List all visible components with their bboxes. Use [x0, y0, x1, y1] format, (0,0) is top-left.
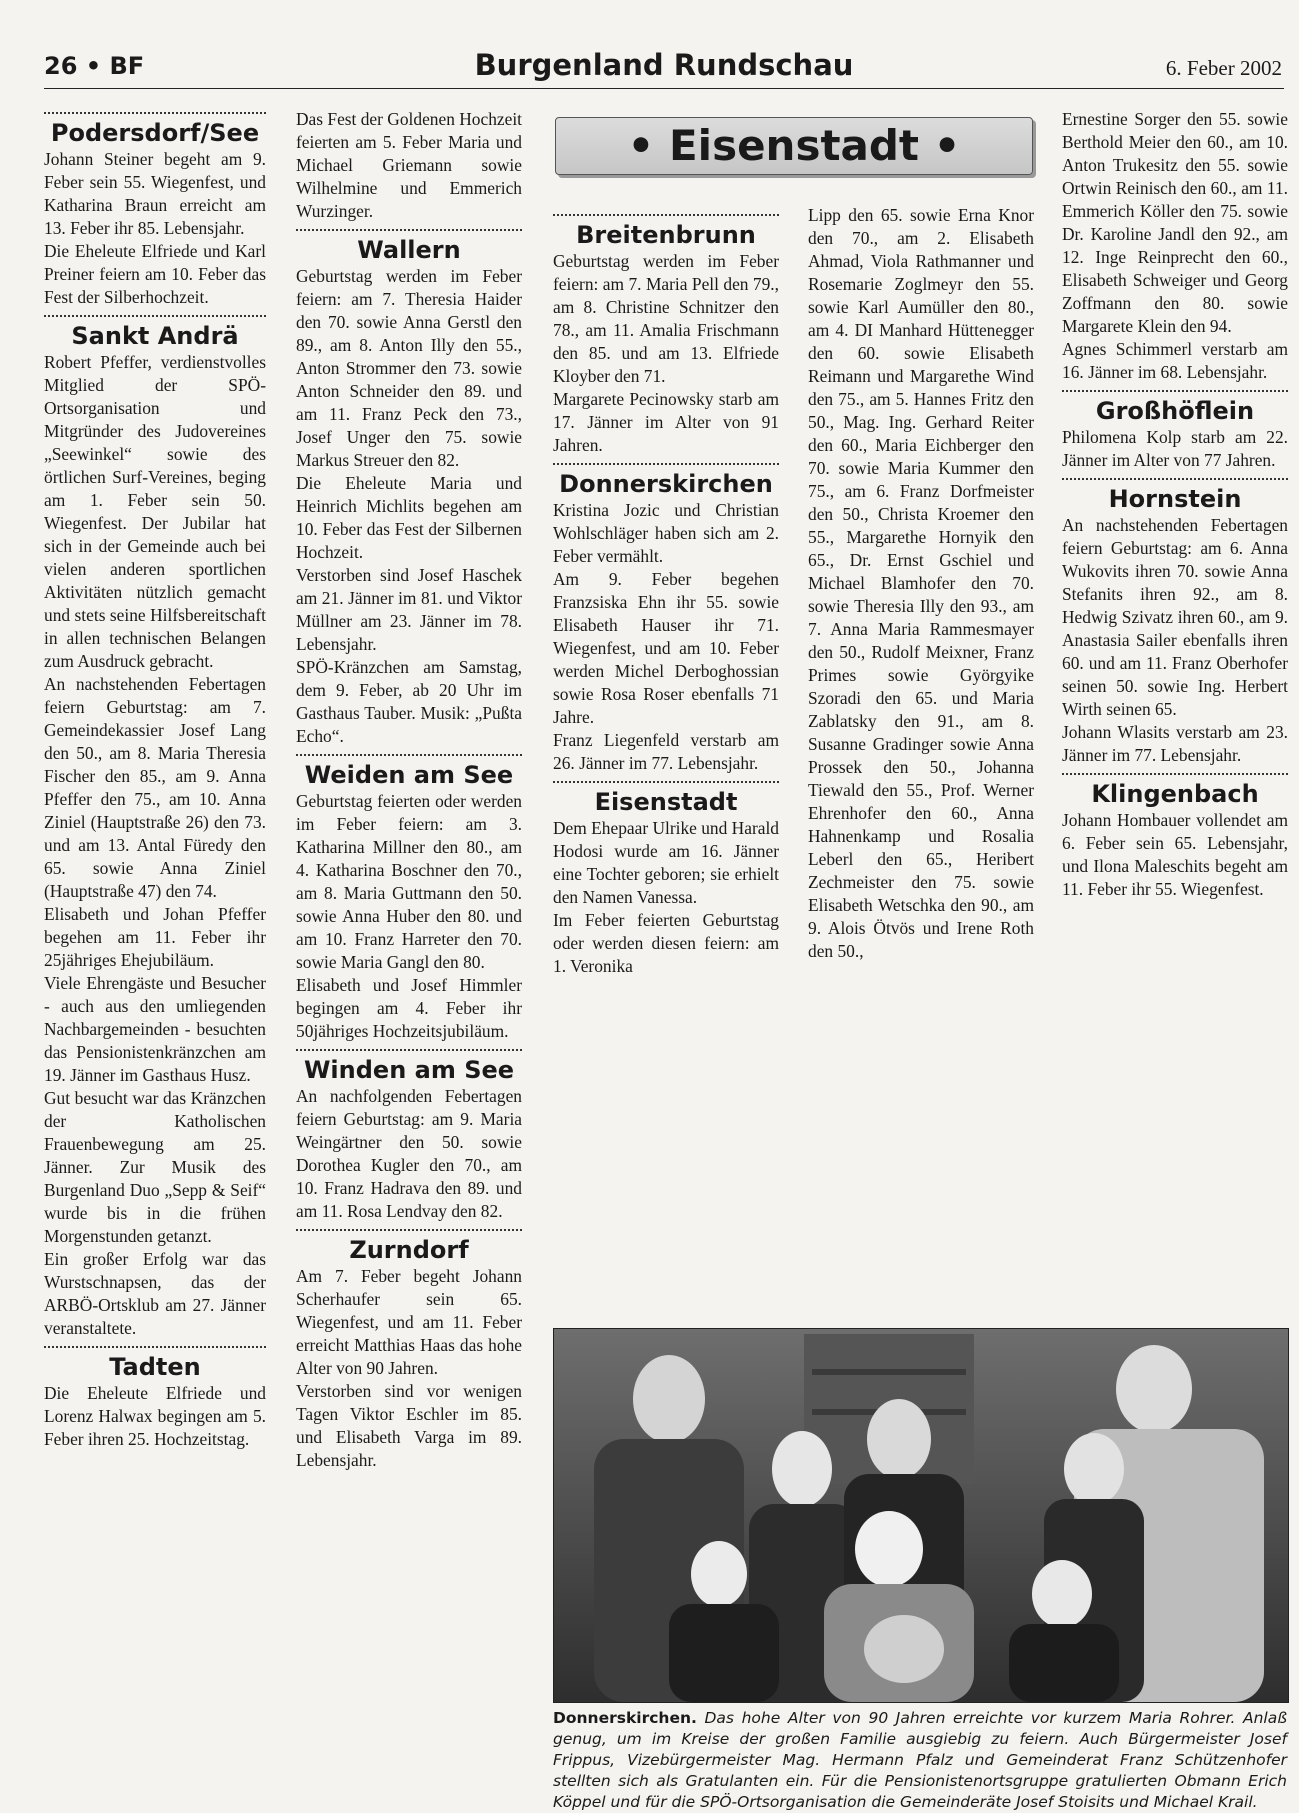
article-paragraph: An nachstehenden Febertagen feiern Geburtstag: am 6. Anna Wukovits ihren 70. sowie Anna Stefanits ihren 92., am 8. Hedwig Szivatz ihren 60., am 9. Anastasia Sailer ebenfalls ihren 60. und am 11. Franz Oberhofer seinen 50. sowie Ing. Herbert Wirth seinen 65. [1062, 515, 1288, 719]
article-paragraph: Ein großer Erfolg war das Wurstschnapsen, das der ARBÖ-Ortsklub am 27. Jänner veranstaltete. [44, 1249, 266, 1338]
article-paragraph: Am 9. Feber begehen Franzsiska Ehn ihr 55. sowie Elisabeth Hauser ihr 71. Wiegenfest, und am 10. Feber werden Michel Derboghossian sowie Rosa Roser ebenfalls 71 Jahre. [553, 569, 779, 727]
column-2 [296, 108, 522, 1472]
article-paragraph: Franz Liegenfeld verstarb am 26. Jänner im 77. Lebensjahr. [553, 730, 779, 773]
article [296, 754, 522, 1043]
dotted-divider [296, 229, 522, 231]
article [553, 781, 779, 978]
article [808, 204, 1034, 963]
article [1062, 108, 1288, 384]
article-paragraph: Im Feber feierten Geburtstag oder werden diesen feiern: am 1. Veronika [553, 910, 779, 976]
article-paragraph: SPÖ-Kränzchen am Samstag, dem 9. Feber, ab 20 Uhr im Gasthaus Tauber. Musik: „Pußta Echo“. [296, 657, 522, 746]
article-paragraph: Johann Wlasits verstarb am 23. Jänner im 77. Lebensjahr. [1062, 722, 1288, 765]
article-paragraph: Robert Pfeffer, verdienstvolles Mitglied der SPÖ-Ortsorganisation und Mitgründer des Judovereines „Seewinkel“ sowie des örtlichen Surf-Vereines, beging am 1. Feber sein 50. Wiegenfest. Der Jubilar hat sich in der Gemeinde auch bei vielen anderen sportlichen Aktivitäten nützlich gemacht und stets seine Hilfsbereitschaft in allen technischen Belangen zum Ausdruck gebracht. [44, 352, 266, 671]
article [296, 1229, 522, 1472]
article [296, 229, 522, 748]
article-paragraph: Johann Hombauer vollendet am 6. Feber sein 65. Lebensjahr, und Ilona Maleschits begeht am 11. Feber ihr 55. Wiegenfest. [1062, 810, 1288, 899]
column-5 [1062, 108, 1288, 901]
dotted-divider [296, 754, 522, 756]
article-heading: Großhöflein [1095, 397, 1255, 425]
dotted-divider [553, 463, 779, 465]
column-1 [44, 108, 266, 1451]
article-paragraph: Kristina Jozic und Christian Wohlschläger haben sich am 2. Feber vermählt. [553, 500, 779, 566]
article-paragraph: Am 7. Feber begeht Johann Scherhaufer sein 65. Wiegenfest, und am 11. Feber erreicht Matthias Haas das hohe Alter von 90 Jahren. [296, 1266, 522, 1378]
article-paragraph: Margarete Pecinowsky starb am 17. Jänner im Alter von 91 Jahren. [553, 389, 779, 455]
dotted-divider [296, 1049, 522, 1051]
dotted-divider [44, 1346, 266, 1348]
article-paragraph: Agnes Schimmerl verstarb am 16. Jänner im 68. Lebensjahr. [1062, 339, 1288, 382]
article-paragraph: Ernestine Sorger den 55. sowie Berthold Meier den 60., am 10. Anton Trukesitz den 55. sowie Ortwin Reinisch den 60., am 11. Emmerich Köller den 75. sowie Dr. Karoline Jandl den 92., am 12. Inge Reinprecht den 60., Elisabeth Schweiger und Georg Zoffmann den 80. sowie Margarete Klein den 94. [1062, 109, 1288, 336]
article-paragraph: Elisabeth und Josef Himmler begingen am 4. Feber ihr 50jähriges Hochzeitsjubiläum. [296, 975, 522, 1041]
group-photo-image [554, 1329, 1288, 1702]
article [44, 112, 266, 309]
family-photo [553, 1328, 1289, 1703]
article-heading: Winden am See [303, 1056, 515, 1084]
article-heading: Tadten [109, 1353, 201, 1381]
dotted-divider [553, 781, 779, 783]
article-paragraph: Das Fest der Goldenen Hochzeit feierten am 5. Feber Maria und Michael Griemann sowie Wilhelmine und Emmerich Wurzinger. [296, 109, 523, 221]
article [296, 1049, 522, 1223]
article-paragraph: Geburtstag werden im Feber feiern: am 7. Maria Pell den 79., am 8. Christine Schnitzer den 78., am 11. Amalia Frischmann den 85. und am 13. Elfriede Kloyber den 71. [553, 251, 779, 386]
article-paragraph: Die Eheleute Elfriede und Karl Preiner feiern am 10. Feber das Fest der Silberhochzeit. [44, 241, 266, 307]
article-paragraph: Verstorben sind Josef Haschek am 21. Jänner im 81. und Viktor Müllner am 23. Jänner im 78. Lebensjahr. [296, 565, 522, 654]
article-heading: Zurndorf [349, 1236, 469, 1264]
dotted-divider [1062, 390, 1288, 392]
newspaper-title: Burgenland Rundschau [474, 48, 854, 82]
dotted-divider [1062, 478, 1288, 480]
article-heading: Wallern [357, 236, 461, 264]
article-heading: Donnerskirchen [559, 470, 773, 498]
article-paragraph: Verstorben sind vor wenigen Tagen Viktor Eschler im 85. und Elisabeth Varga im 89. Lebensjahr. [296, 1381, 522, 1470]
article-paragraph: Viele Ehrengäste und Besucher - auch aus den umliegenden Nachbargemeinden - besuchten das Pensionistenkränzchen am 19. Jänner im Gasthaus Husz. [44, 973, 266, 1085]
article-paragraph: Geburtstag feierten oder werden im Feber feiern: am 3. Katharina Millner den 80., am 4. Katharina Boschner den 70., am 8. Maria Guttmann den 50. sowie Anna Huber den 80. und am 10. Franz Harreter den 70. sowie Maria Gangl den 80. [296, 791, 522, 972]
article-heading: Podersdorf/See [50, 119, 260, 147]
article [44, 315, 266, 1340]
article [1062, 478, 1288, 767]
article-paragraph: An nachfolgenden Febertagen feiern Geburtstag: am 9. Maria Weingärtner den 50. sowie Dorothea Kugler den 70., am 10. Franz Hadrava den 89. und am 11. Rosa Lendvay den 82. [296, 1086, 522, 1221]
dotted-divider [44, 315, 266, 317]
article-heading: Weiden am See [304, 761, 514, 789]
dotted-divider [1062, 773, 1288, 775]
article-paragraph: Johann Steiner begeht am 9. Feber sein 55. Wiegenfest, und Katharina Braun erreicht am 13. Feber ihr 85. Lebensjahr. [44, 149, 266, 238]
photo-caption [553, 1708, 1287, 1813]
article-heading: Sankt Andrä [71, 322, 239, 350]
section-banner: • Eisenstadt • [555, 117, 1033, 175]
caption-place: Donnerskirchen. [553, 1709, 697, 1727]
page-header [44, 46, 1284, 89]
article-paragraph: Geburtstag werden im Feber feiern: am 7. Theresia Haider den 70. sowie Anna Gerstl den 89., am 8. Anton Illy den 55., Anton Strommer den 73. sowie Anton Schneider den 89. und am 11. Franz Peck den 73., Josef Unger den 75. sowie Markus Streuer den 82. [296, 266, 522, 470]
article-paragraph: Dem Ehepaar Ulrike und Harald Hodosi wurde am 16. Jänner eine Tochter geboren; sie erhielt den Namen Vanessa. [553, 818, 779, 907]
article-paragraph: Elisabeth und Johan Pfeffer begehen am 11. Feber ihr 25jähriges Ehejubiläum. [44, 904, 266, 970]
article-paragraph: Gut besucht war das Kränzchen der Katholischen Frauenbewegung am 25. Jänner. Zur Musik des Burgenland Duo „Sepp & Seif“ wurde bis in die frühen Morgenstunden getanzt. [44, 1088, 266, 1246]
article [1062, 773, 1288, 901]
article-heading: Hornstein [1108, 485, 1242, 513]
dotted-divider [44, 112, 266, 114]
article-paragraph: An nachstehenden Febertagen feiern Geburtstag: am 7. Gemeindekassier Josef Lang den 50., am 8. Maria Theresia Fischer den 85., am 9. Anna Pfeffer den 75., am 10. Anna Ziniel (Hauptstraße 26) den 73. und am 13. Antal Füredy den 65. sowie Anna Ziniel (Hauptstraße 47) den 74. [44, 674, 266, 901]
article-paragraph: Die Eheleute Maria und Heinrich Michlits begehen am 10. Feber das Fest der Silbernen Hochzeit. [296, 473, 522, 562]
article-heading: Klingenbach [1091, 780, 1259, 808]
article-paragraph: Philomena Kolp starb am 22. Jänner im Alter von 77 Jahren. [1062, 427, 1288, 470]
issue-date: 6. Feber 2002 [1165, 56, 1282, 80]
article-paragraph: Lipp den 65. sowie Erna Knor den 70., am 2. Elisabeth Ahmad, Viola Rathmanner und Rosemarie Zoglmeyr den 55. sowie Karl Aumüller den 80., am 4. DI Manhard Hüttenegger den 60. sowie Elisabeth Reimann und Margarethe Wind den 75., am 5. Hannes Fritz den 50., Mag. Ing. Gerhard Reiter den 60., Maria Eichberger den 70. sowie Maria Kummer den 75., am 6. Franz Dorfmeister den 50., Christa Kroemer den 55., Margarethe Hornyik den 65., Dr. Ernst Gschiel und Michael Blamhofer den 70. sowie Theresia Illy den 93., am 7. Anna Maria Rammesmayer den 50., Rudolf Meixner, Franz Primes sowie Györgyike Szoradi den 65. und Maria Zablatsky den 91., am 8. Susanne Gradinger sowie Anna Prossek den 50., Johanna Tiewald den 55., Prof. Werner Ehrenhofer den 60., Anna Hahnenkamp und Rosalia Leberl den 65., Heribert Zechmeister den 75. sowie Elisabeth Wetschka den 90., am 9. Alois Ötvös und Irene Roth den 50., [808, 205, 1034, 961]
article [553, 463, 779, 775]
article-heading: Eisenstadt [594, 788, 738, 816]
article [1062, 390, 1288, 472]
dotted-divider [553, 214, 779, 216]
dotted-divider [296, 1229, 522, 1231]
article [44, 1346, 266, 1451]
page-number: 26 • BF [44, 52, 145, 80]
column-3 [553, 210, 779, 978]
article [296, 108, 522, 223]
article-paragraph: Die Eheleute Elfriede und Lorenz Halwax begingen am 5. Feber ihren 25. Hochzeitstag. [44, 1383, 266, 1449]
article-heading: Breitenbrunn [576, 221, 756, 249]
article [553, 214, 779, 457]
column-4 [808, 204, 1034, 963]
caption-text: Das hohe Alter von 90 Jahren erreichte vor kurzem Maria Rohrer. Anlaß genug, um im Kreise der großen Familie ausgiebig zu feiern. Auch Bürgermeister Josef Frippus, Vizebürgermeister Mag. Hermann Pfalz und Gemeinderat Franz Schützenhofer stellten sich als Gratulanten ein. Für die Pensionistenortsgruppe gratulierten Obmann Erich Köppel und für die SPÖ-Ortsorganisation die Gemeinderäte Josef Stoisits und Michael Krail. [553, 1709, 1287, 1811]
